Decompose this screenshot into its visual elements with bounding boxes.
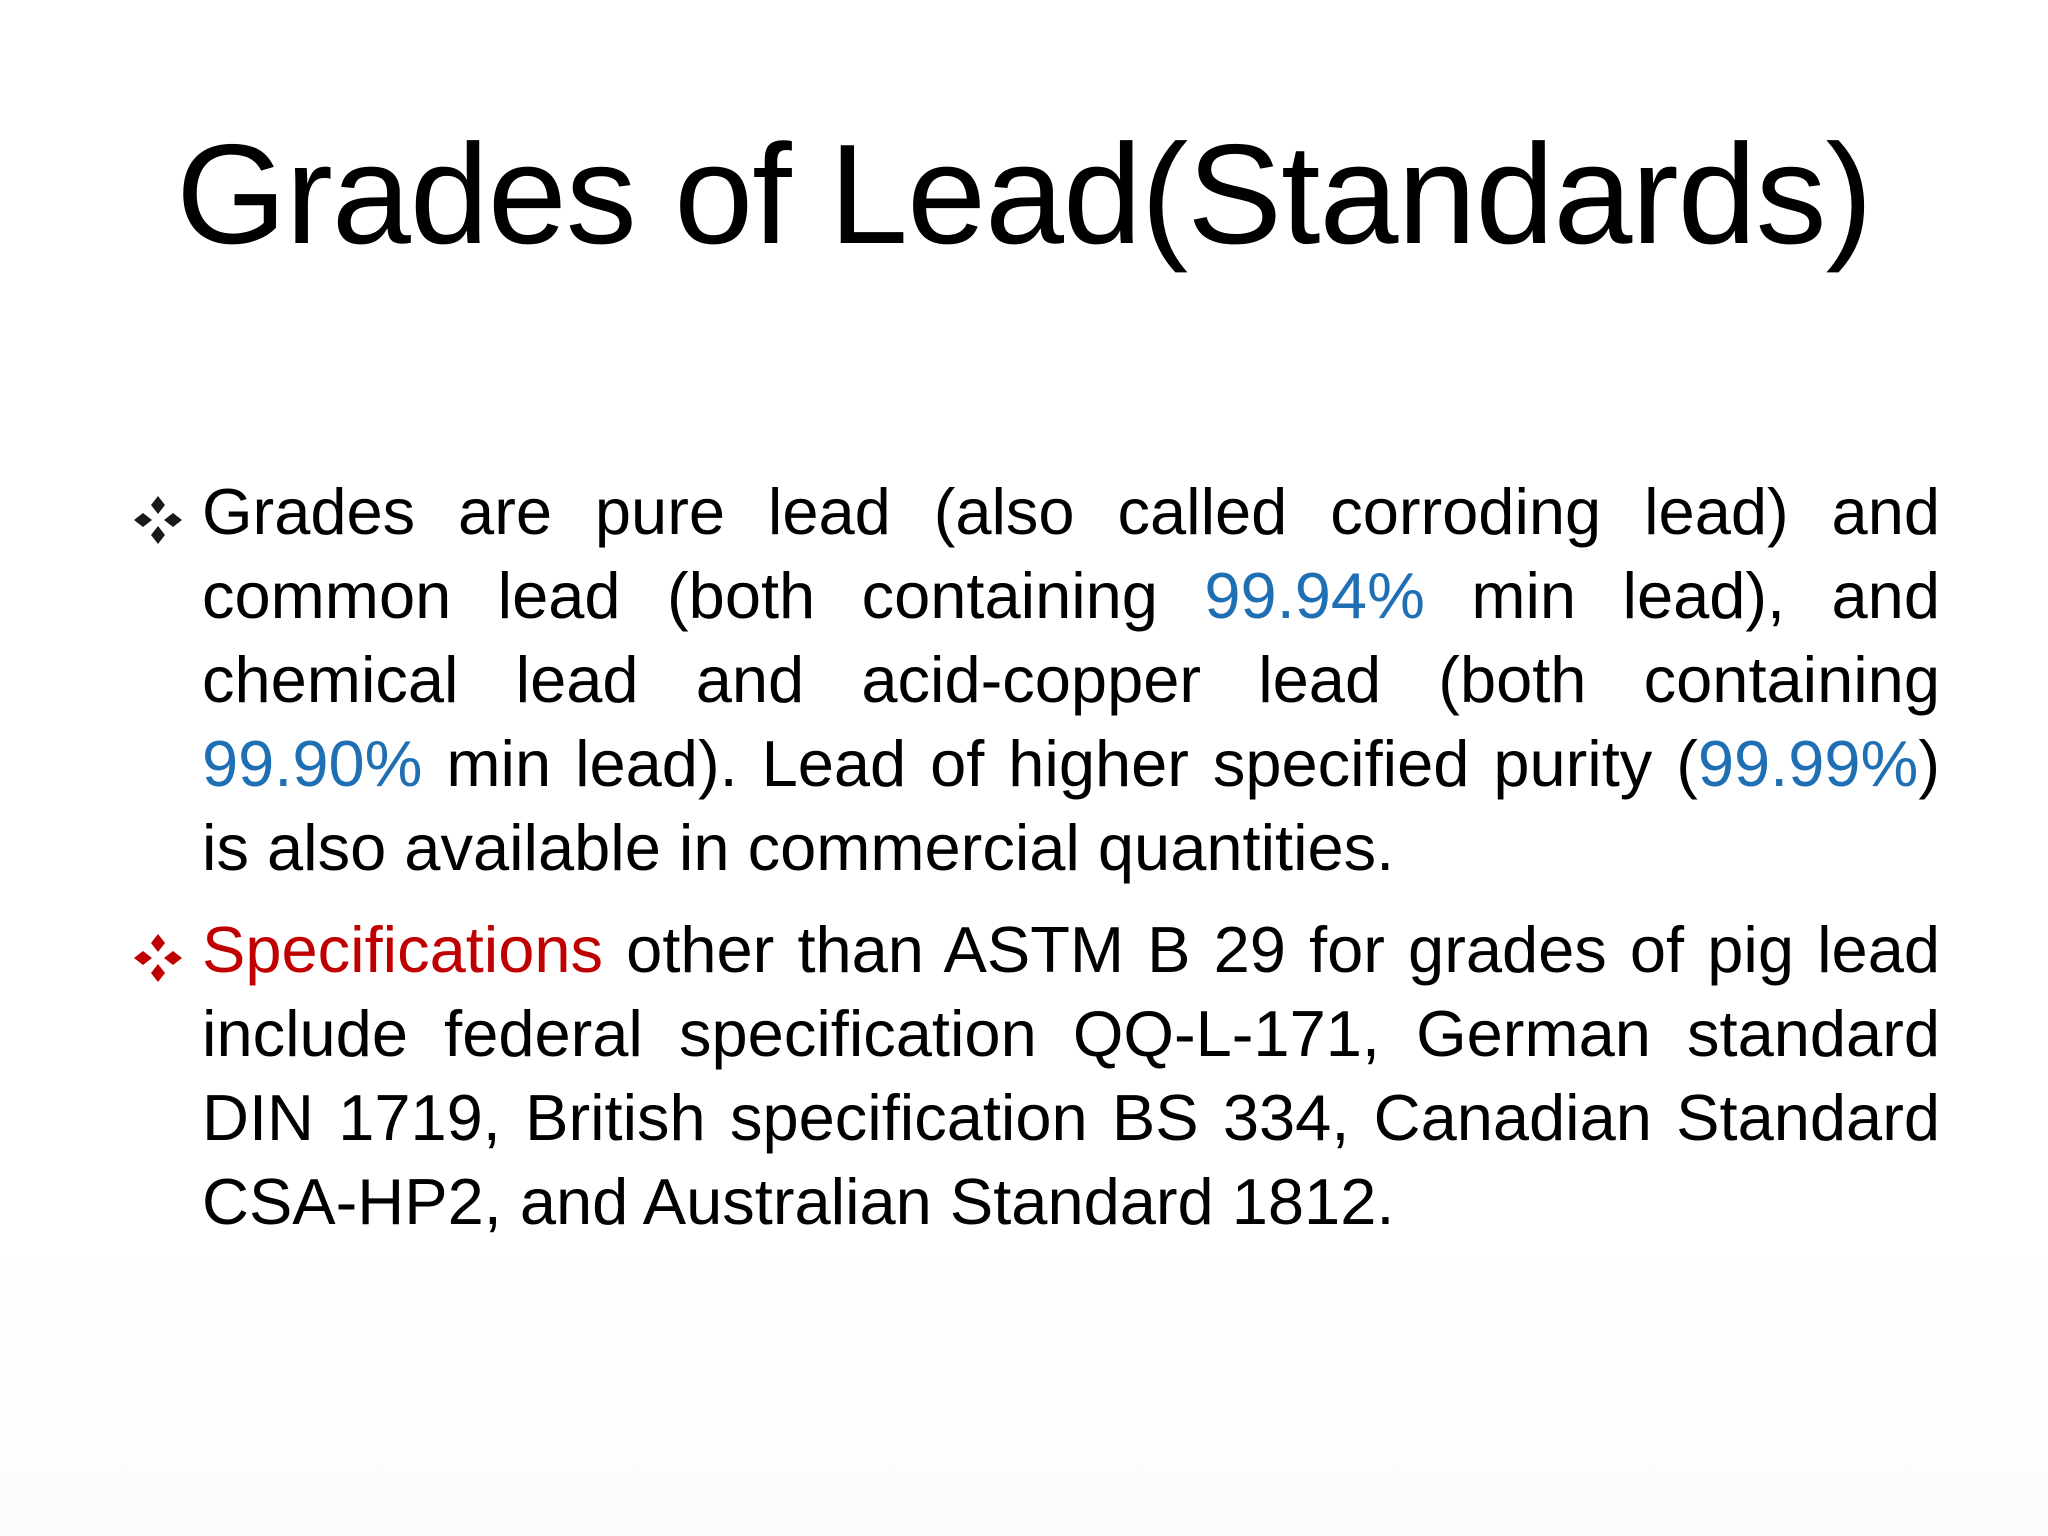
bullet-item-specifications [130,908,1940,1244]
purity-value-high: 99.99% [1697,727,1919,800]
bullet-text: min lead). Lead of higher specified purity ( [422,727,1698,800]
bullet-list [130,470,1940,1262]
bullet-text: ) is also available in commercial quantities. [202,727,1940,884]
bullet-text: Grades are pure lead (also called corroding lead) and common lead (both containing [202,475,1940,632]
slide-title: Grades of Lead(Standards) [176,115,1872,274]
bullet-item-grades [130,470,1940,890]
purity-value-common: 99.94% [1204,559,1425,632]
diamond-cluster-bullet-icon [130,930,186,986]
purity-value-chemical: 99.90% [202,727,423,800]
bullet-text: other than ASTM B 29 for grades of pig lead include federal specification QQ-L-171, German standard DIN 1719, British specification BS 334, Canadian Standard CSA-HP2, and Australian Standard 1812. [202,913,1940,1238]
specifications-highlight: Specifications [202,913,604,986]
bullet-text: min lead), and chemical lead and acid-copper lead (both containing [202,559,1940,716]
diamond-cluster-bullet-icon [130,492,186,548]
